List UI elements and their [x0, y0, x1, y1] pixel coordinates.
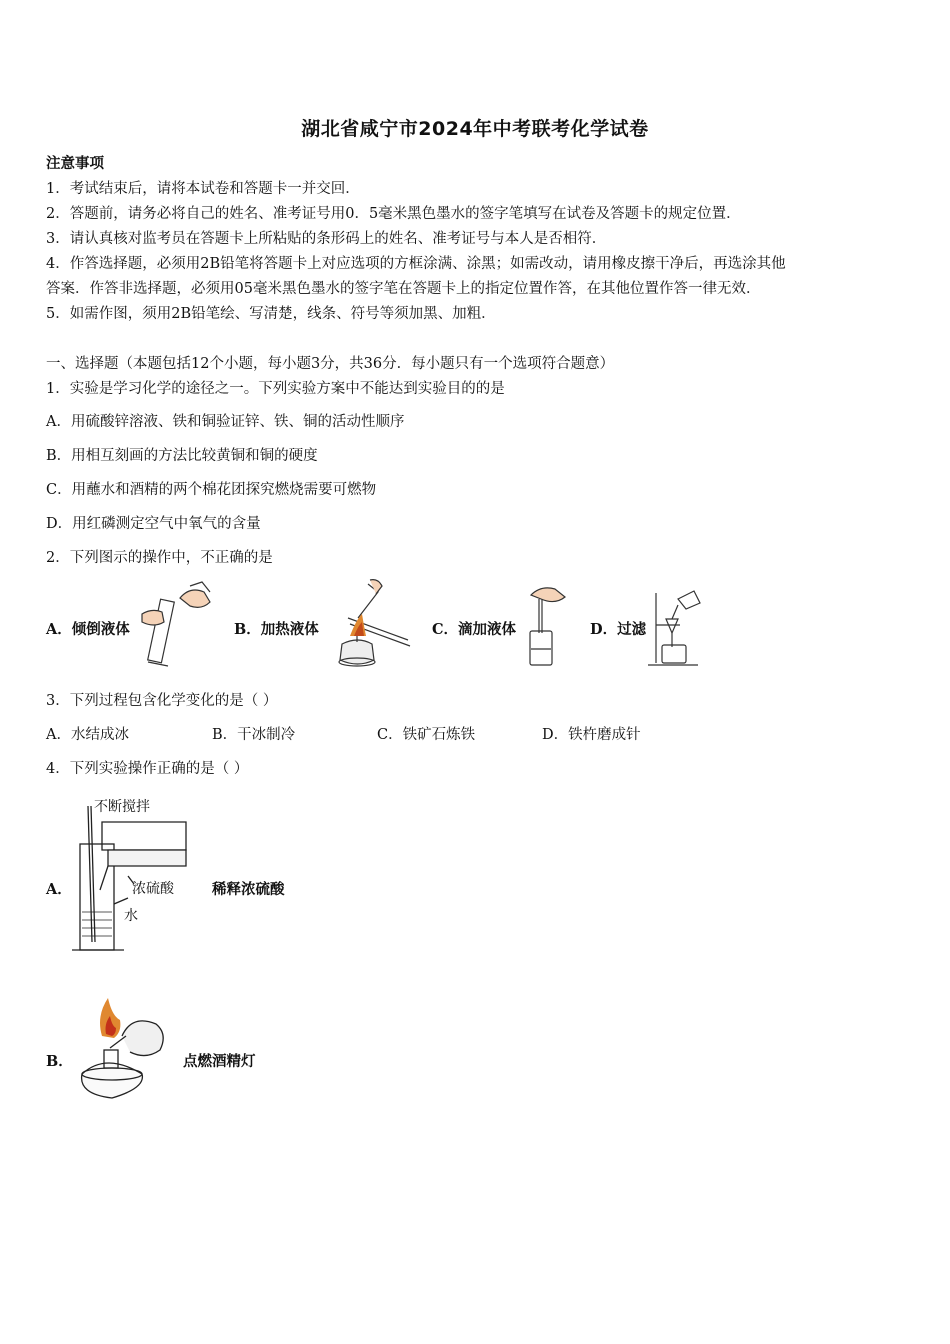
q4-option-a-text: 稀释浓硫酸: [212, 881, 285, 898]
notice-item: 4．作答选择题，必须用2B铅笔将答题卡上对应选项的方框涂满、涂黑；如需改动，请用橡皮擦干净后，再选涂其他: [46, 256, 786, 272]
q2-option-a: A．倾倒液体: [46, 621, 130, 638]
drop-liquid-figure: [525, 585, 575, 670]
q3-option-b: B．干冰制冷: [212, 727, 296, 743]
light-lamp-figure: [76, 996, 176, 1106]
heat-liquid-figure: [328, 578, 420, 670]
notice-item: 3．请认真核对监考员在答题卡上所粘贴的条形码上的姓名、准考证号与本人是否相符．: [46, 231, 607, 247]
q2-stem: 2．下列图示的操作中，不正确的是: [46, 550, 273, 566]
notice-item: 答案．作答非选择题，必须用05毫米黑色墨水的签字笔在答题卡上的指定位置作答，在其他位置作答一律无效．: [46, 281, 761, 297]
q1-option-c: C．用蘸水和酒精的两个棉花团探究燃烧需要可燃物: [46, 482, 377, 498]
q4-option-b-text: 点燃酒精灯: [183, 1053, 256, 1070]
figure-label-water: 水: [124, 908, 138, 924]
pour-liquid-figure: [140, 578, 220, 668]
notice-item: 1．考试结束后，请将本试卷和答题卡一并交回．: [46, 181, 360, 197]
notice-item: 5．如需作图，须用2B铅笔绘、写清楚，线条、符号等须加黑、加粗．: [46, 306, 496, 322]
q4-option-b-letter: B．: [46, 1053, 73, 1070]
section-heading: 一、选择题（本题包括12个小题，每小题3分，共36分．每小题只有一个选项符合题意）: [46, 356, 615, 372]
q4-option-a-letter: A．: [46, 881, 72, 898]
q3-option-c: C．铁矿石炼铁: [377, 727, 476, 743]
q3-stem: 3．下列过程包含化学变化的是（ ）: [46, 693, 278, 709]
q1-option-b: B．用相互刻画的方法比较黄铜和铜的硬度: [46, 448, 318, 464]
notice-heading: 注意事项: [46, 155, 104, 172]
page-title: 湖北省咸宁市2024年中考联考化学试卷: [301, 118, 649, 140]
dilute-acid-figure: [72, 792, 202, 957]
filtration-figure: [648, 585, 708, 670]
notice-item: 2．答题前，请务必将自己的姓名、准考证号用0．5毫米黑色墨水的签字笔填写在试卷及答题卡的规定位置．: [46, 206, 741, 222]
q2-option-c: C．滴加液体: [432, 621, 517, 638]
q1-stem: 1．实验是学习化学的途径之一。下列实验方案中不能达到实验目的的是: [46, 381, 505, 397]
q3-option-d: D．铁杵磨成针: [542, 727, 641, 743]
q2-option-b: B．加热液体: [234, 621, 319, 638]
q1-option-a: A．用硫酸锌溶液、铁和铜验证锌、铁、铜的活动性顺序: [46, 414, 405, 430]
q1-option-d: D．用红磷测定空气中氧气的含量: [46, 516, 261, 532]
q3-option-a: A．水结成冰: [46, 727, 129, 743]
q2-option-d: D．过滤: [590, 621, 647, 638]
figure-label-acid: 浓硫酸: [132, 881, 174, 897]
figure-label-stir: 不断搅拌: [94, 799, 150, 815]
q4-stem: 4．下列实验操作正确的是（ ）: [46, 761, 249, 777]
